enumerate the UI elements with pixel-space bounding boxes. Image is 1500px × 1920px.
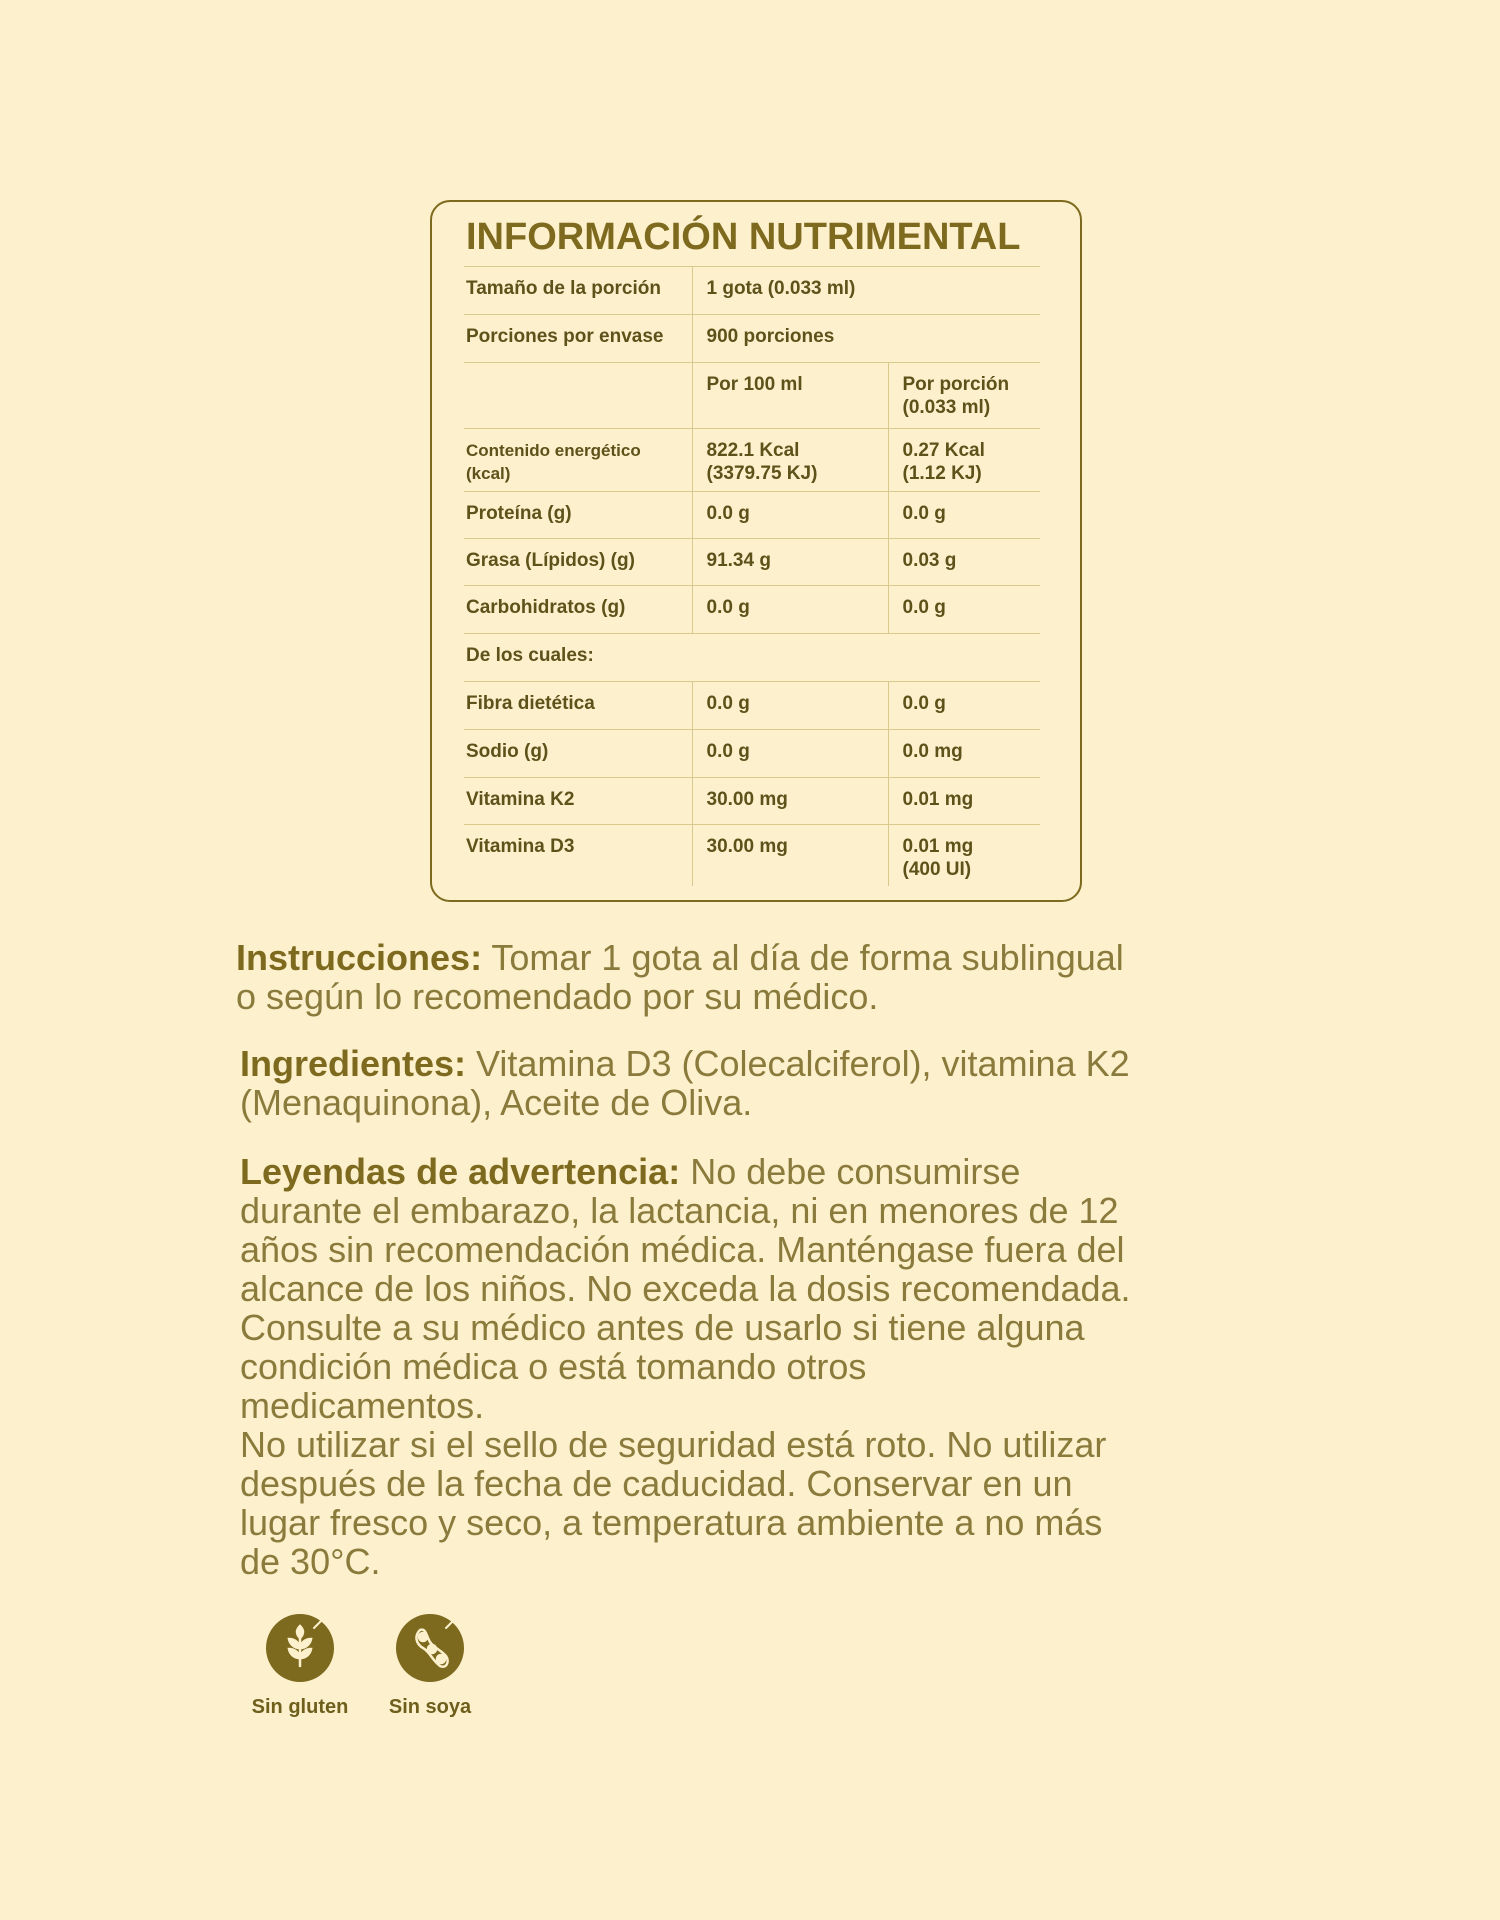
table-row xyxy=(464,539,1040,586)
table-row xyxy=(464,778,1040,825)
vit-k2-per100: 30.00 mg xyxy=(692,778,888,825)
table-row xyxy=(464,730,1040,778)
fat-per100: 91.34 g xyxy=(692,539,888,586)
badge-gluten-free xyxy=(240,1614,360,1719)
table-row xyxy=(464,825,1040,886)
vit-d3-per100: 30.00 mg xyxy=(692,825,888,886)
ingredients-label: Ingredientes: xyxy=(240,1043,467,1084)
table-header-row xyxy=(464,363,1040,429)
fiber-label: Fibra dietética xyxy=(464,682,692,730)
badge-soy-label: Sin soya xyxy=(388,1696,472,1718)
badge-gluten-label: Sin gluten xyxy=(251,1696,349,1718)
instructions-paragraph xyxy=(236,938,1336,1016)
per-serving-header: Por porción (0.033 ml) xyxy=(888,363,1040,429)
warnings-text: No debe consumirse durante el embarazo, la lactancia, ni en menores de 12 años sin recomendación médica. Manténgase fuera del alcance de los niños. No exceda la dosis recomendada. Consulte a su médico antes de usarlo si tiene alguna condición médica o está tomando otros medicamentos. No utilizar si el sello de seguridad está roto. No utilizar después de la fecha de caducidad. Conservar en un lugar fresco y seco, a temperatura ambiente a no más de 30°C. xyxy=(240,1151,1131,1582)
table-row xyxy=(464,492,1040,539)
nutrition-title: INFORMACIÓN NUTRIMENTAL xyxy=(466,216,1021,258)
table-row xyxy=(464,634,1040,682)
nutrition-panel xyxy=(430,200,1082,902)
carbs-label: Carbohidratos (g) xyxy=(464,586,692,634)
instructions-text: Tomar 1 gota al día de forma sublingual o según lo recomendado por su médico. xyxy=(236,937,1124,1017)
carbs-per-serving: 0.0 g xyxy=(888,586,1040,634)
energy-per-serving: 0.27 Kcal (1.12 KJ) xyxy=(888,429,1040,492)
table-row xyxy=(464,682,1040,730)
per100-header: Por 100 ml xyxy=(692,363,888,429)
serving-size-label: Tamaño de la porción xyxy=(464,267,692,315)
fiber-per100: 0.0 g xyxy=(692,682,888,730)
fiber-per-serving: 0.0 g xyxy=(888,682,1040,730)
protein-label: Proteína (g) xyxy=(464,492,692,539)
of-which-label: De los cuales: xyxy=(464,634,1040,682)
ingredients-text: Vitamina D3 (Colecalciferol), vitamina K2 (Menaquinona), Aceite de Oliva. xyxy=(240,1043,1130,1123)
table-row xyxy=(464,586,1040,634)
servings-label: Porciones por envase xyxy=(464,315,692,363)
sodium-per-serving: 0.0 mg xyxy=(888,730,1040,778)
carbs-per100: 0.0 g xyxy=(692,586,888,634)
servings-value: 900 porciones xyxy=(692,315,1040,363)
vit-d3-label: Vitamina D3 xyxy=(464,825,692,886)
protein-per-serving: 0.0 g xyxy=(888,492,1040,539)
no-wheat-icon xyxy=(266,1614,334,1682)
vit-k2-label: Vitamina K2 xyxy=(464,778,692,825)
fat-per-serving: 0.03 g xyxy=(888,539,1040,586)
ingredients-paragraph xyxy=(240,1044,1340,1122)
no-soy-icon xyxy=(396,1614,464,1682)
sodium-label: Sodio (g) xyxy=(464,730,692,778)
warnings-label: Leyendas de advertencia: xyxy=(240,1151,681,1192)
table-row xyxy=(464,267,1040,315)
instructions-label: Instrucciones: xyxy=(236,937,483,978)
table-row xyxy=(464,315,1040,363)
nutrition-table xyxy=(464,266,1040,886)
fat-label: Grasa (Lípidos) (g) xyxy=(464,539,692,586)
protein-per100: 0.0 g xyxy=(692,492,888,539)
sodium-per100: 0.0 g xyxy=(692,730,888,778)
warnings-paragraph xyxy=(240,1152,1340,1581)
vit-d3-per-serving: 0.01 mg (400 UI) xyxy=(888,825,1040,886)
energy-label: Contenido energético (kcal) xyxy=(464,429,692,492)
vit-k2-per-serving: 0.01 mg xyxy=(888,778,1040,825)
empty-header-cell xyxy=(464,363,692,429)
table-row xyxy=(464,429,1040,492)
badge-soy-free xyxy=(370,1614,490,1719)
energy-per100: 822.1 Kcal (3379.75 KJ) xyxy=(692,429,888,492)
serving-size-value: 1 gota (0.033 ml) xyxy=(692,267,1040,315)
